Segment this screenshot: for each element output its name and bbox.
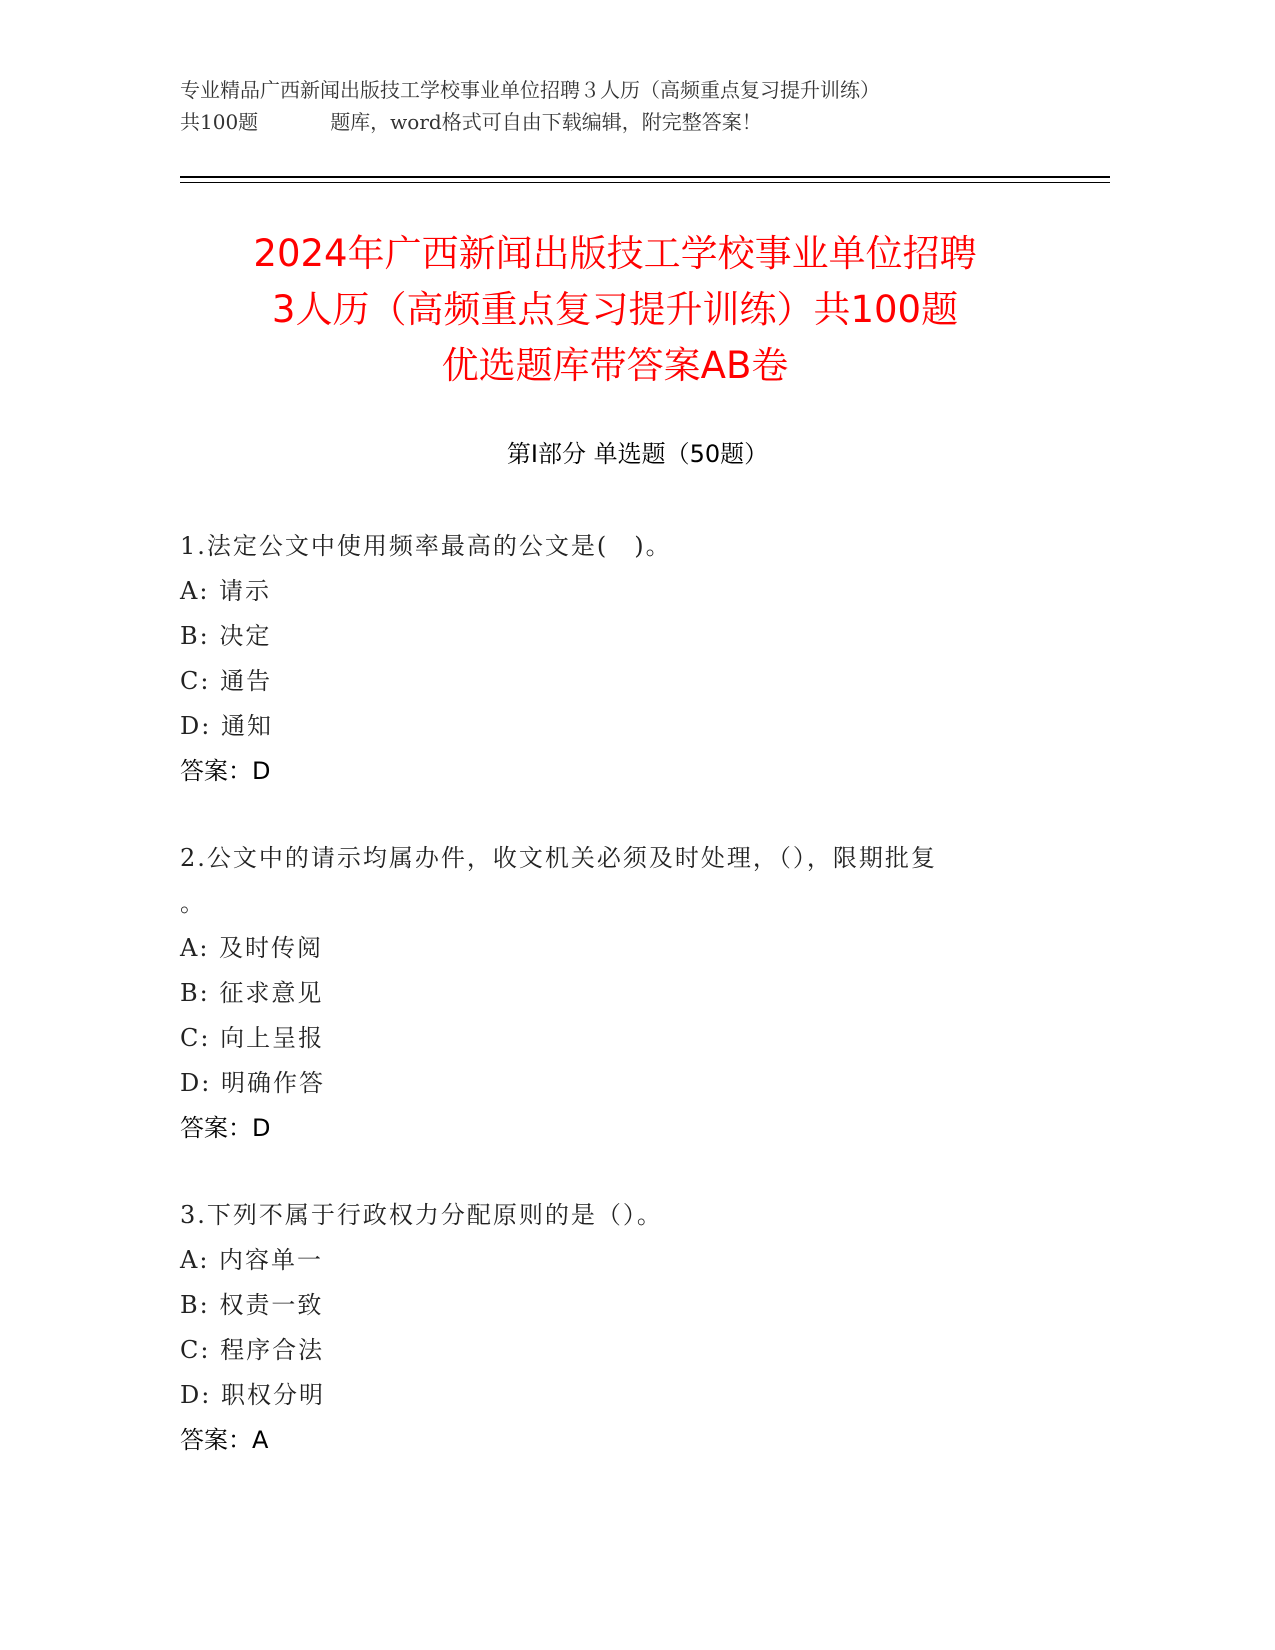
question-stem-continued: 。 xyxy=(180,889,206,917)
option-b: B: 决定 xyxy=(180,622,272,650)
option-a: A: 内容单一 xyxy=(180,1246,324,1274)
header-divider-thin xyxy=(180,182,1110,183)
answer: 答案：D xyxy=(180,1114,271,1142)
header-count: 共100题 xyxy=(180,110,259,134)
header-note: 题库，word格式可自由下载编辑，附完整答案！ xyxy=(330,110,762,134)
header-line-2 xyxy=(180,106,1060,138)
title-line-1: 2024年广西新闻出版技工学校事业单位招聘 xyxy=(253,232,977,275)
option-c: C: 通告 xyxy=(180,667,273,695)
option-c: C: 程序合法 xyxy=(180,1336,325,1364)
section-heading: 第Ⅰ部分 单选题（50题） xyxy=(506,440,769,468)
title-line-2: 3人历（高频重点复习提升训练）共100题 xyxy=(271,288,959,331)
answer: 答案：A xyxy=(180,1426,269,1454)
answer: 答案：D xyxy=(180,757,271,785)
option-c: C: 向上呈报 xyxy=(180,1024,325,1052)
option-a: A: 及时传阅 xyxy=(180,934,324,962)
question-1 xyxy=(180,524,1060,794)
header-line-1: 专业精品广西新闻出版技工学校事业单位招聘３人历（高频重点复习提升训练） xyxy=(180,78,880,102)
question-2 xyxy=(180,836,1060,1151)
document-header xyxy=(180,74,1060,138)
question-list xyxy=(180,524,1060,1505)
option-b: B: 权责一致 xyxy=(180,1291,324,1319)
option-b: B: 征求意见 xyxy=(180,979,324,1007)
question-stem: 2.公文中的请示均属办件，收文机关必须及时处理，（），限期批复 xyxy=(180,844,937,872)
option-d: D: 明确作答 xyxy=(180,1069,325,1097)
option-d: D: 通知 xyxy=(180,712,273,740)
question-stem: 1.法定公文中使用频率最高的公文是( )。 xyxy=(180,532,672,560)
header-divider-thick xyxy=(180,176,1110,178)
document-title xyxy=(150,226,1080,394)
option-a: A: 请示 xyxy=(180,577,272,605)
option-d: D: 职权分明 xyxy=(180,1381,325,1409)
question-3 xyxy=(180,1193,1060,1463)
question-stem: 3.下列不属于行政权力分配原则的是（）。 xyxy=(180,1201,663,1229)
title-line-3: 优选题库带答案AB卷 xyxy=(441,344,789,387)
